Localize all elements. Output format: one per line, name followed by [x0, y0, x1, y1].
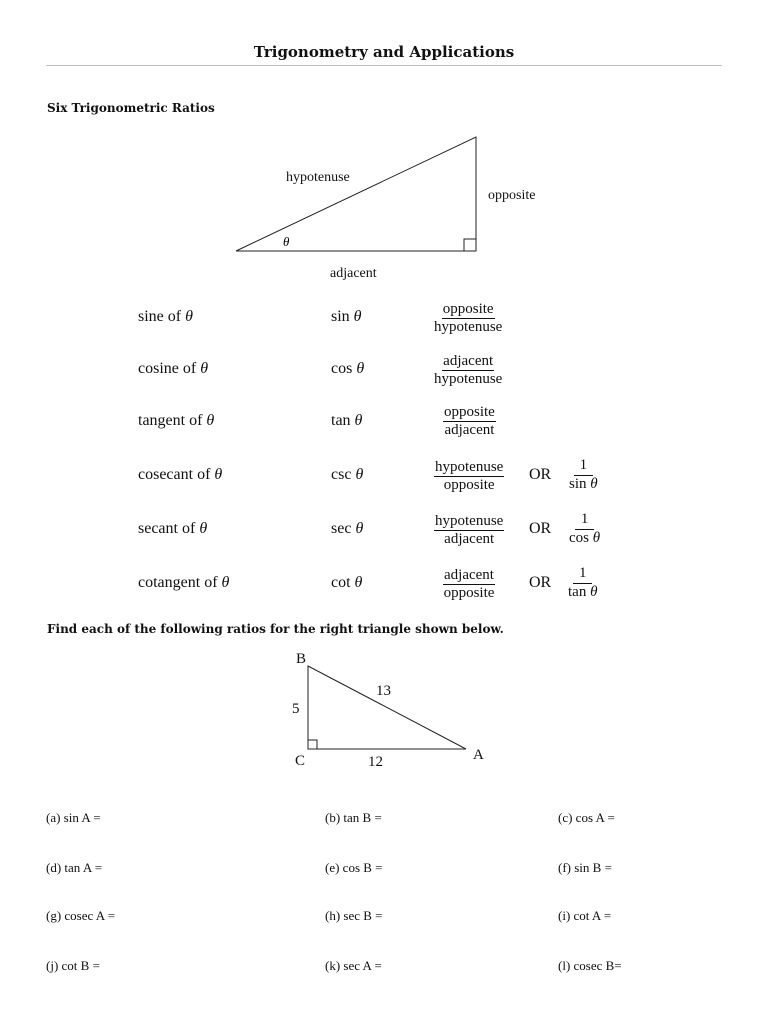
vertex-label-c: C — [295, 753, 306, 769]
label-adjacent: adjacent — [330, 266, 377, 281]
side-label-bc: 5 — [292, 701, 300, 717]
section-heading-exercise: Find each of the following ratios for the right triangle shown below. — [47, 622, 504, 636]
ratio-abbr-sin: sin θ — [331, 308, 362, 325]
ratio-abbr-sec: sec θ — [331, 520, 364, 537]
exercise-item: (j) cot B = — [46, 958, 100, 973]
exercise-item: (a) sin A = — [46, 810, 101, 825]
alt-fraction-csc: $\frac{1}{\text{sin θ}}$ — [569, 457, 598, 492]
ratio-abbr-csc: csc θ — [331, 466, 364, 483]
alt-fraction-cot: $\frac{1}{\text{tan θ}}$ — [568, 565, 598, 600]
ratio-name-sine: sine of θ — [138, 308, 193, 325]
exercise-item: (h) sec B = — [325, 908, 383, 923]
alt-fraction-sec: $\frac{1}{\text{cos θ}}$ — [569, 511, 601, 546]
reference-triangle — [236, 137, 476, 251]
ratio-fraction-cot: adjacent opposite — [443, 567, 495, 601]
vertex-label-b: B — [296, 651, 307, 667]
ratio-abbr-cot: cot θ — [331, 574, 363, 591]
ratio-name-cosine: cosine of θ — [138, 360, 209, 377]
ratio-fraction-sin: opposite hypotenuse — [434, 301, 503, 335]
exercise-item: (k) sec A = — [325, 958, 382, 973]
ratio-name-secant: secant of θ — [138, 520, 208, 537]
or-label-cot: OR — [529, 574, 552, 591]
right-angle-marker — [464, 239, 476, 251]
exercise-item: (c) cos A = — [558, 810, 615, 825]
ratio-fraction-tan: opposite adjacent — [444, 404, 495, 438]
exercise-item: (l) cosec B= — [558, 958, 622, 973]
exercise-item: (f) sin B = — [558, 860, 612, 875]
reference-triangle-diagram — [0, 0, 768, 290]
side-label-ab: 13 — [376, 683, 391, 699]
ratio-name-tangent: tangent of θ — [138, 412, 215, 429]
page-title: Trigonometry and Applications — [253, 43, 515, 61]
vertex-label-a: A — [473, 747, 484, 763]
exercise-item: (b) tan B = — [325, 810, 382, 825]
exercise-triangle — [308, 666, 466, 749]
ratio-fraction-csc: hypotenuse opposite — [435, 459, 504, 493]
ratio-abbr-tan: tan θ — [331, 412, 363, 429]
ratio-fraction-sec: hypotenuse adjacent — [435, 513, 504, 547]
ratio-abbr-cos: cos θ — [331, 360, 365, 377]
section-heading-ratios: Six Trigonometric Ratios — [47, 101, 215, 115]
ratio-fraction-cos: adjacent hypotenuse — [434, 353, 503, 387]
exercise-item: (g) cosec A = — [46, 908, 116, 923]
exercise-item: (i) cot A = — [558, 908, 612, 923]
label-theta: θ — [283, 234, 290, 249]
exercise-item: (d) tan A = — [46, 860, 103, 875]
ratio-name-cotangent: cotangent of θ — [138, 574, 230, 591]
ratio-name-cosecant: cosecant of θ — [138, 466, 223, 483]
exercise-right-angle-marker — [308, 740, 317, 749]
or-label-sec: OR — [529, 520, 552, 537]
label-opposite: opposite — [488, 188, 536, 203]
exercise-item: (e) cos B = — [325, 860, 383, 875]
or-label-csc: OR — [529, 466, 552, 483]
side-label-ca: 12 — [368, 754, 383, 770]
label-hypotenuse: hypotenuse — [286, 170, 350, 185]
